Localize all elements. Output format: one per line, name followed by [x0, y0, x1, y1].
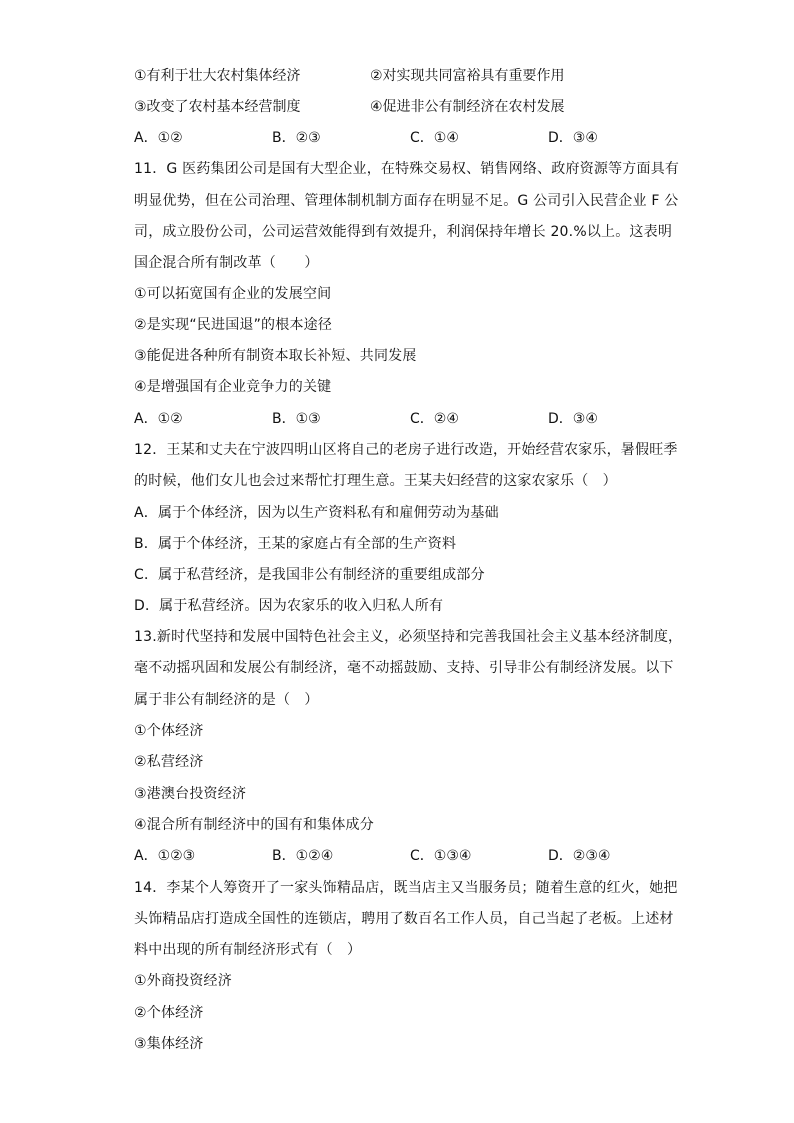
q13-choice-b: B．①②④ [272, 848, 334, 864]
q11-choice-a: A．①② [134, 411, 183, 427]
q11-item-2: ②是实现“民进国退”的根本途径 [134, 317, 333, 333]
q13-item-4: ④混合所有制经济中的国有和集体成分 [134, 817, 374, 833]
q11-item-4: ④是增强国有企业竞争力的关键 [134, 379, 332, 395]
q14-item-3: ③集体经济 [134, 1036, 204, 1052]
q13-item-2: ②私营经济 [134, 754, 204, 770]
q10-choice-a: A．①② [134, 130, 183, 146]
q13-stem-line-2: 毫不动摇巩固和发展公有制经济，毫不动摇鼓励、支持、引导非公有制经济发展。以下 [134, 660, 674, 676]
q14-stem-line-2: 头饰精品店打造成全国性的连锁店，聘用了数百名工作人员，自己当起了老板。上述材 [134, 911, 674, 927]
q11-stem-line-4: 国企混合所有制改革（ ） [134, 255, 319, 271]
q10-option-3: ③改变了农村基本经营制度 [134, 99, 301, 115]
q13-choice-c: C．①③④ [410, 848, 472, 864]
q11-item-1: ①可以拓宽国有企业的发展空间 [134, 286, 332, 302]
q12-choice-d: D．属于私营经济。因为农家乐的收入归私人所有 [134, 598, 444, 614]
q12-choice-b: B．属于个体经济，王某的家庭占有全部的生产资料 [134, 536, 457, 552]
q11-item-3: ③能促进各种所有制资本取长补短、共同发展 [134, 348, 417, 364]
q11-choice-d: D．③④ [548, 411, 598, 427]
q14-item-1: ①外商投资经济 [134, 973, 232, 989]
q12-choice-c: C．属于私营经济，是我国非公有制经济的重要组成部分 [134, 567, 485, 583]
q12-stem-line-1: 12．王某和丈夫在宁波四明山区将自己的老房子进行改造，开始经营农家乐，暑假旺季 [134, 442, 678, 458]
q10-choice-d: D．③④ [548, 130, 598, 146]
q10-option-4: ④促进非公有制经济在农村发展 [370, 99, 565, 115]
q10-option-2: ②对实现共同富裕具有重要作用 [370, 68, 565, 84]
q11-stem-line-1: 11．G 医药集团公司是国有大型企业，在特殊交易权、销售网络、政府资源等方面具有 [134, 161, 680, 177]
q13-stem-line-3: 属于非公有制经济的是（ ） [134, 692, 319, 708]
q10-choice-c: C．①④ [410, 130, 459, 146]
q13-choice-d: D．②③④ [548, 848, 611, 864]
q11-choice-b: B．①③ [272, 411, 321, 427]
q13-stem-line-1: 13.新时代坚持和发展中国特色社会主义，必须坚持和完善我国社会主义基本经济制度， [134, 629, 683, 645]
q14-stem-line-1: 14．李某个人筹资开了一家头饰精品店，既当店主又当服务员；随着生意的红火，她把 [134, 880, 678, 896]
q12-choice-a: A．属于个体经济，因为以生产资料私有和雇佣劳动为基础 [134, 505, 499, 521]
q12-stem-line-2: 的时候，他们女儿也会过来帮忙打理生意。王某夫妇经营的这家农家乐（ ） [134, 473, 617, 489]
q14-stem-line-3: 料中出现的所有制经济形式有（ ） [134, 942, 362, 958]
q13-choice-a: A．①②③ [134, 848, 196, 864]
q11-choice-c: C．②④ [410, 411, 459, 427]
q13-item-3: ③港澳台投资经济 [134, 786, 247, 802]
q13-item-1: ①个体经济 [134, 723, 204, 739]
q10-option-1: ①有利于壮大农村集体经济 [134, 68, 301, 84]
q11-stem-line-2: 明显优势，但在公司治理、管理体制机制方面存在明显不足。G 公司引入民营企业 F 公 [134, 193, 679, 209]
q11-stem-line-3: 司，成立股份公司，公司运营效能得到有效提升，利润保持年增长 20.%以上。这表明 [134, 224, 673, 240]
q14-item-2: ②个体经济 [134, 1005, 204, 1021]
q10-choice-b: B．②③ [272, 130, 321, 146]
